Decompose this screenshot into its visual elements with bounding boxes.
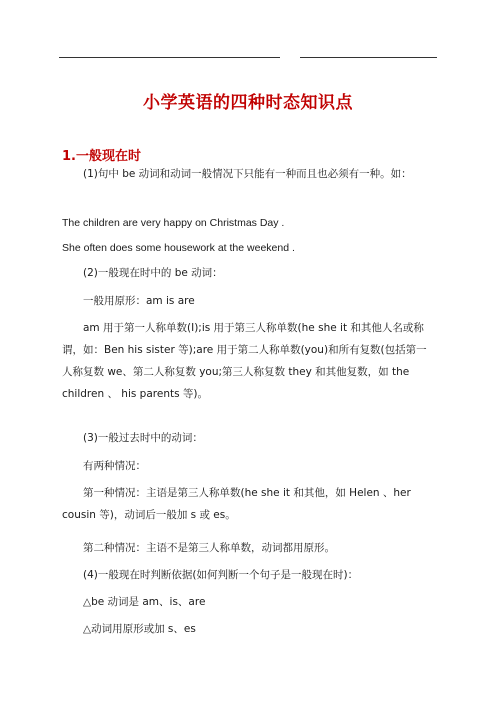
- document-title: 小学英语的四种时态知识点: [143, 93, 353, 113]
- paragraph-7: 第一种情况：主语是第三人称单数(he she it 和其他，如 Helen 、her cousin 等)，动词后一般加 s 或 es。: [62, 487, 411, 521]
- paragraph-4: am 用于第一人称单数(I);is 用于第三人称单数(he she it 和其他人名或称谓，如：Ben his sister 等);are 用于第二人称单数(you)和所有复数(包括第一人称复数 we、第二人称复数 you;第三人称复数 they 和其他复数，如 the children 、 his parents 等)。: [62, 322, 427, 400]
- paragraph-3: 一般用原形：am is are: [83, 295, 195, 307]
- paragraph-8: 第二种情况：主语不是第三人称单数，动词都用原形。: [83, 542, 335, 554]
- paragraph-1: (1)句中 be 动词和动词一般情况下只能有一种而且也必须有一种。如：: [83, 168, 412, 180]
- paragraph-2: (2)一般现在时中的 be 动词：: [83, 267, 223, 279]
- paragraph-9: (4)一般现在时判断依据(如何判断一个句子是一般现在时)：: [83, 569, 359, 581]
- example-sentence-1: The children are very happy on Christmas Day .: [62, 217, 285, 229]
- header-rule-right: [300, 57, 437, 58]
- bullet-1: △be 动词是 am、is、are: [83, 596, 206, 608]
- section-heading: 1.一般现在时: [62, 149, 141, 164]
- example-sentence-2: She often does some housework at the weekend .: [62, 242, 295, 254]
- paragraph-5: (3)一般过去时中的动词：: [83, 432, 203, 444]
- paragraph-6: 有两种情况：: [83, 460, 146, 472]
- bullet-2: △动词用原形或加 s、es: [83, 623, 196, 635]
- header-rule-left: [59, 57, 280, 58]
